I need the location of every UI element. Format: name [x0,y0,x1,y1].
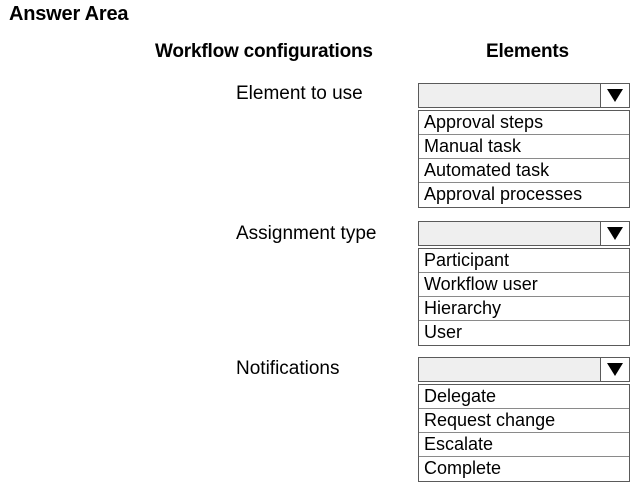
option-approval-processes[interactable]: Approval processes [424,184,583,204]
element-to-use-dropdown[interactable] [418,83,630,208]
notifications-select[interactable] [418,357,630,382]
option-request-change[interactable]: Request change [419,409,629,433]
notifications-dropdown[interactable] [418,357,630,482]
assignment-type-dropdown[interactable] [418,221,630,346]
chevron-down-icon[interactable] [600,222,629,245]
chevron-down-icon[interactable] [600,84,629,107]
notifications-options [418,384,630,482]
row-label-notifications: Notifications [236,358,340,379]
chevron-down-icon[interactable] [600,358,629,381]
assignment-type-options [418,248,630,346]
option-delegate[interactable]: Delegate [419,385,629,409]
workflow-configurations-header: Workflow configurations [155,41,373,62]
elements-header: Elements [486,41,569,62]
option-manual-task[interactable]: Manual task [419,135,629,159]
option-automated-task[interactable]: Automated task [419,159,629,183]
row-label-assignment-type: Assignment type [236,223,377,244]
option-hierarchy[interactable]: Hierarchy [419,297,629,321]
assignment-type-select[interactable] [418,221,630,246]
option-workflow-user[interactable]: Workflow user [419,273,629,297]
option-user[interactable]: User [424,322,463,342]
option-participant[interactable]: Participant [419,249,629,273]
element-to-use-options [418,110,630,208]
answer-area-title: Answer Area [9,3,129,25]
row-label-element-to-use: Element to use [236,83,363,104]
option-escalate[interactable]: Escalate [419,433,629,457]
element-to-use-select[interactable] [418,83,630,108]
option-approval-steps[interactable]: Approval steps [419,111,629,135]
option-complete[interactable]: Complete [424,458,502,478]
